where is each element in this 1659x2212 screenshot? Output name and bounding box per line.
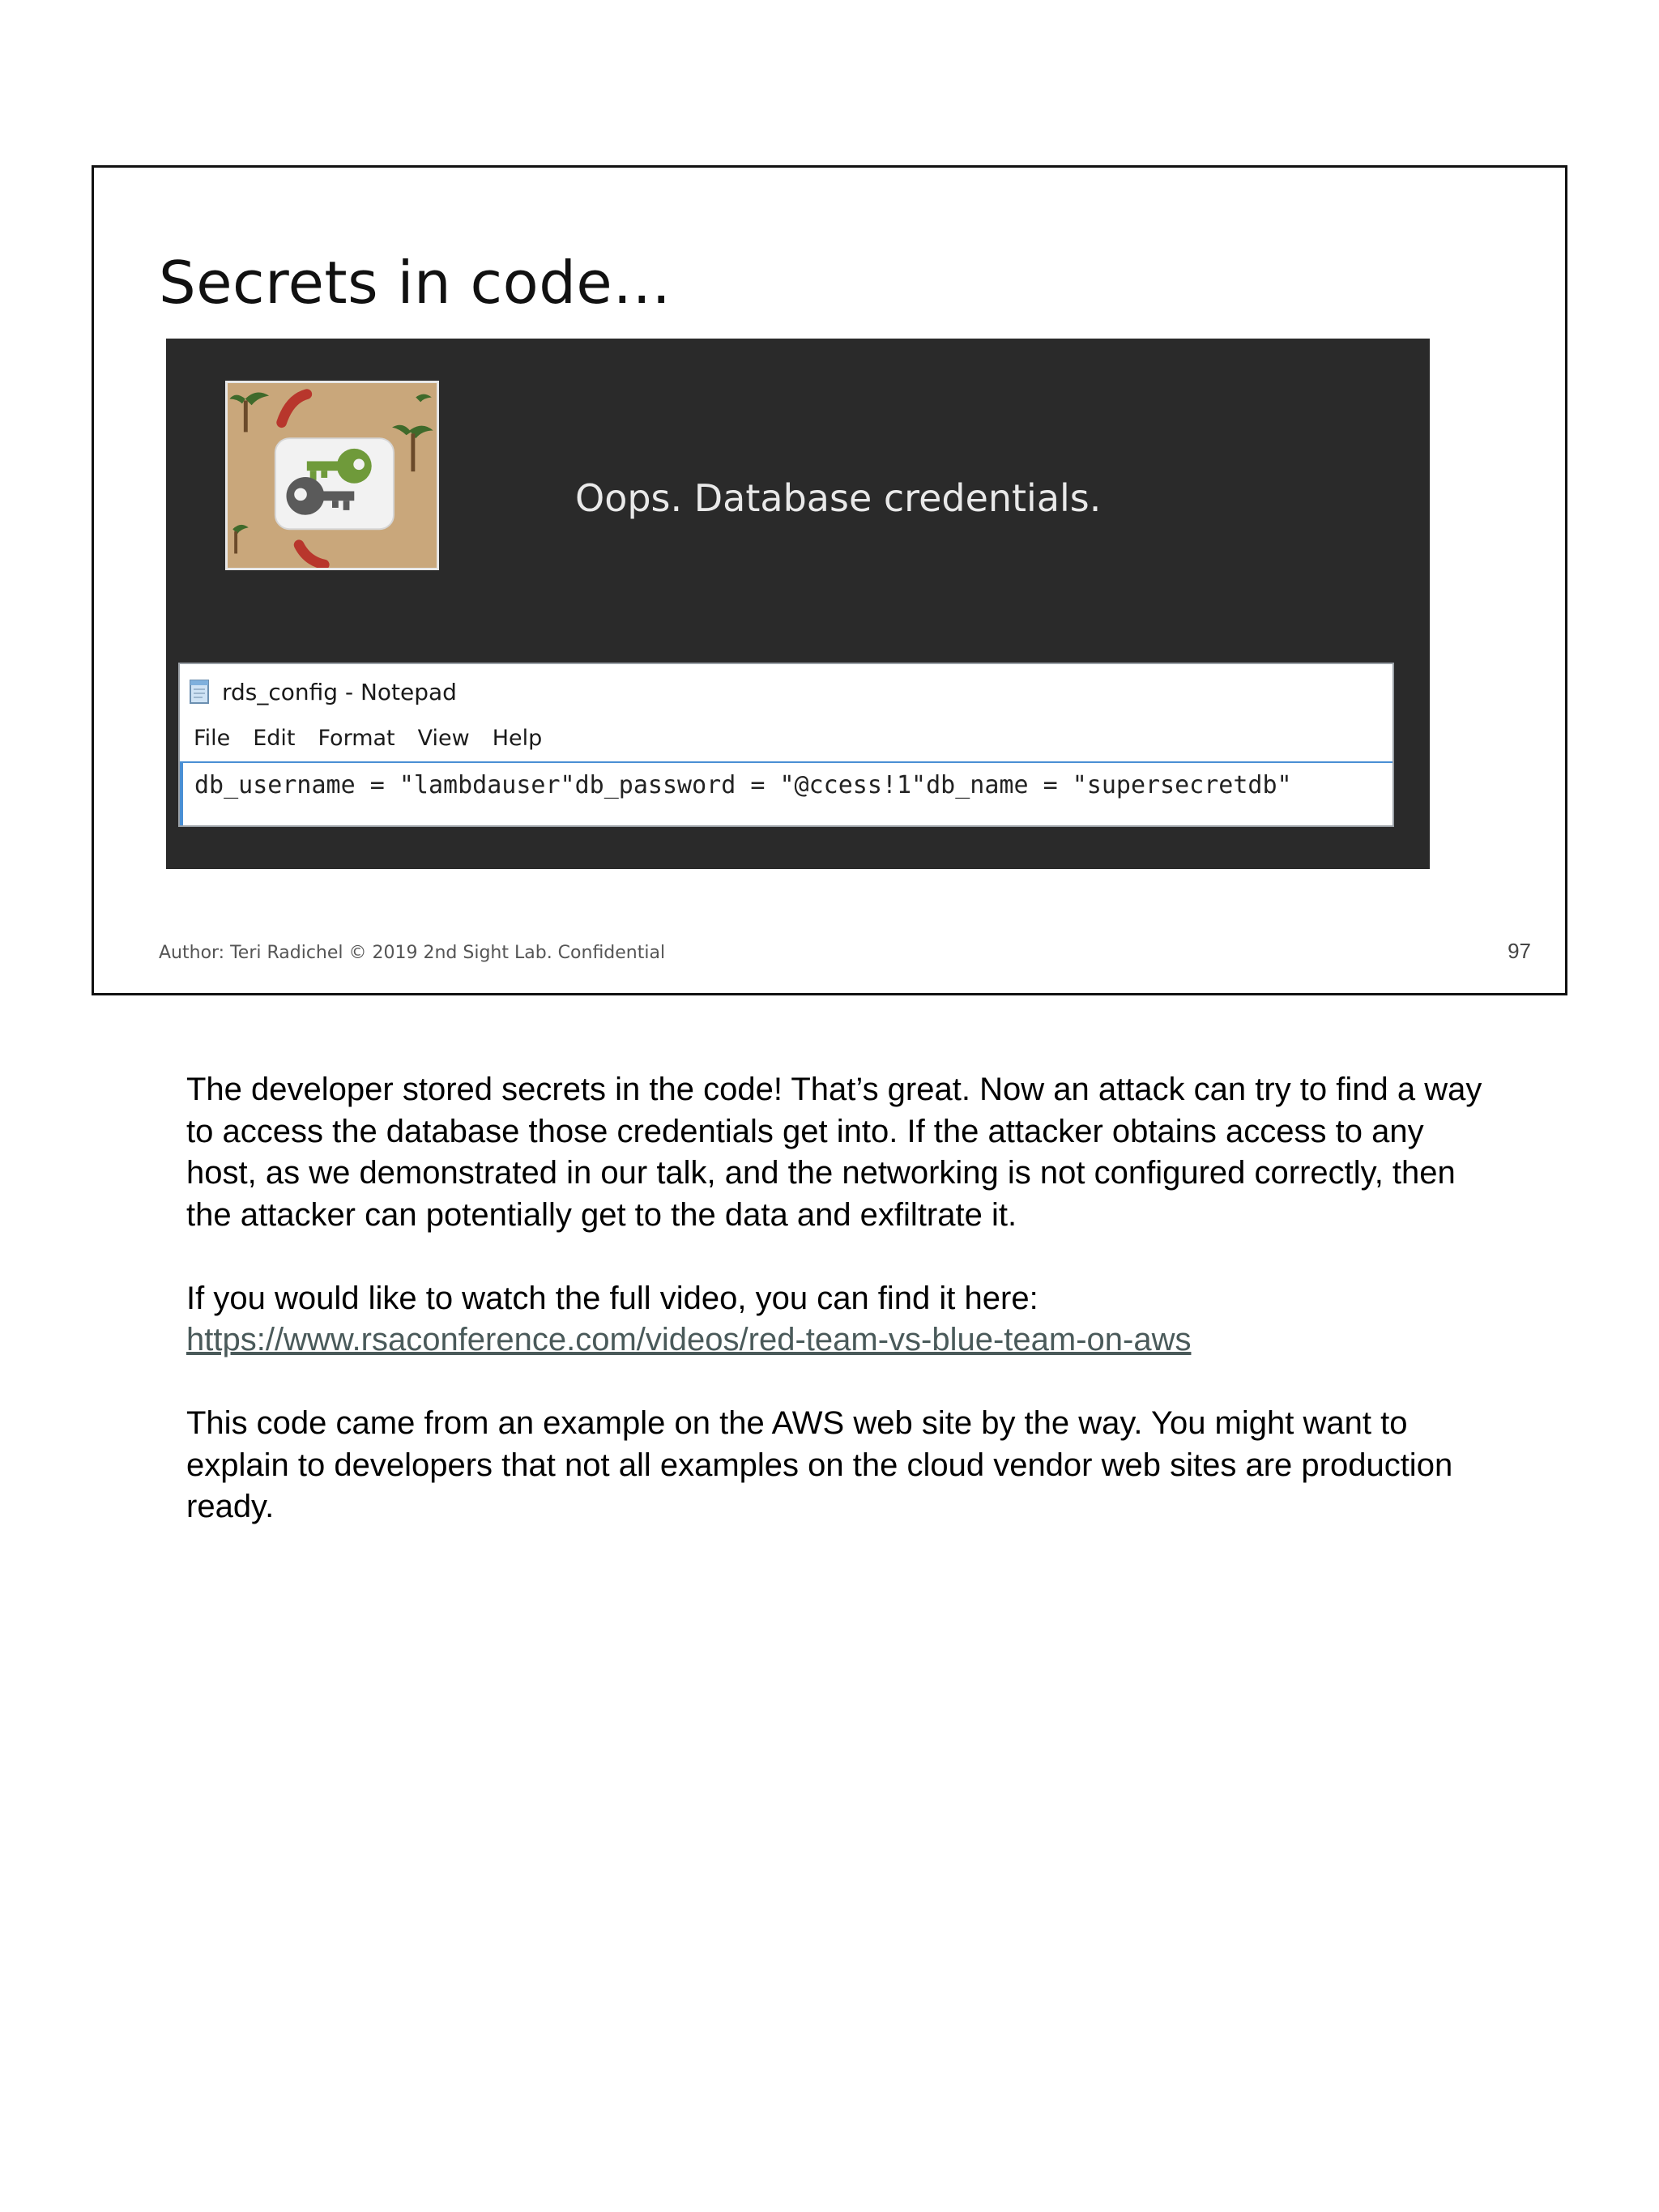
menu-file[interactable]: File bbox=[194, 726, 231, 751]
menu-view[interactable]: View bbox=[417, 726, 470, 751]
slide-page-number: 97 bbox=[1508, 939, 1531, 963]
notes-paragraph-3: This code came from an example on the AWS web site by the way. You might want to explain to developers that not all examples on the cloud vendor web sites are production ready. bbox=[186, 1405, 1453, 1524]
notepad-window bbox=[178, 663, 1394, 827]
notepad-editor[interactable] bbox=[180, 761, 1392, 825]
speaker-notes bbox=[186, 1069, 1499, 1570]
notes-paragraph-1: The developer stored secrets in the code! That’s great. Now an attack can try to find a way to access the database those credentials get into. If the attacker obtains access to any host, as we demonstrated in our talk, and the networking is not configured correctly, then the attacker can potentially get to the data and exfiltrate it. bbox=[186, 1072, 1482, 1233]
menu-edit[interactable]: Edit bbox=[253, 726, 296, 751]
menu-help[interactable]: Help bbox=[492, 726, 543, 751]
key-icon bbox=[228, 383, 437, 568]
banner-text: Oops. Database credentials. bbox=[575, 476, 1102, 520]
embedded-screenshot bbox=[166, 339, 1430, 869]
notepad-menubar bbox=[194, 726, 565, 751]
slide-title: Secrets in code… bbox=[159, 249, 672, 317]
notepad-icon bbox=[188, 678, 212, 705]
slide-frame bbox=[92, 165, 1567, 995]
notepad-content: db_username = "lambdauser"db_password = "@ccess!1"db_name = "supersecretdb" bbox=[194, 771, 1292, 799]
slide-footer: Author: Teri Radichel © 2019 2nd Sight Lab. Confidential bbox=[159, 943, 666, 963]
menu-format[interactable]: Format bbox=[318, 726, 395, 751]
notes-paragraph-2 bbox=[186, 1278, 1499, 1362]
notepad-window-title: rds_config - Notepad bbox=[222, 678, 457, 705]
notepad-titlebar bbox=[188, 676, 457, 708]
secrets-manager-tile bbox=[225, 381, 439, 570]
video-link[interactable]: https://www.rsaconference.com/videos/red-team-vs-blue-team-on-aws bbox=[186, 1322, 1192, 1357]
notes-video-intro: If you would like to watch the full video, you can find it here: bbox=[186, 1280, 1038, 1316]
